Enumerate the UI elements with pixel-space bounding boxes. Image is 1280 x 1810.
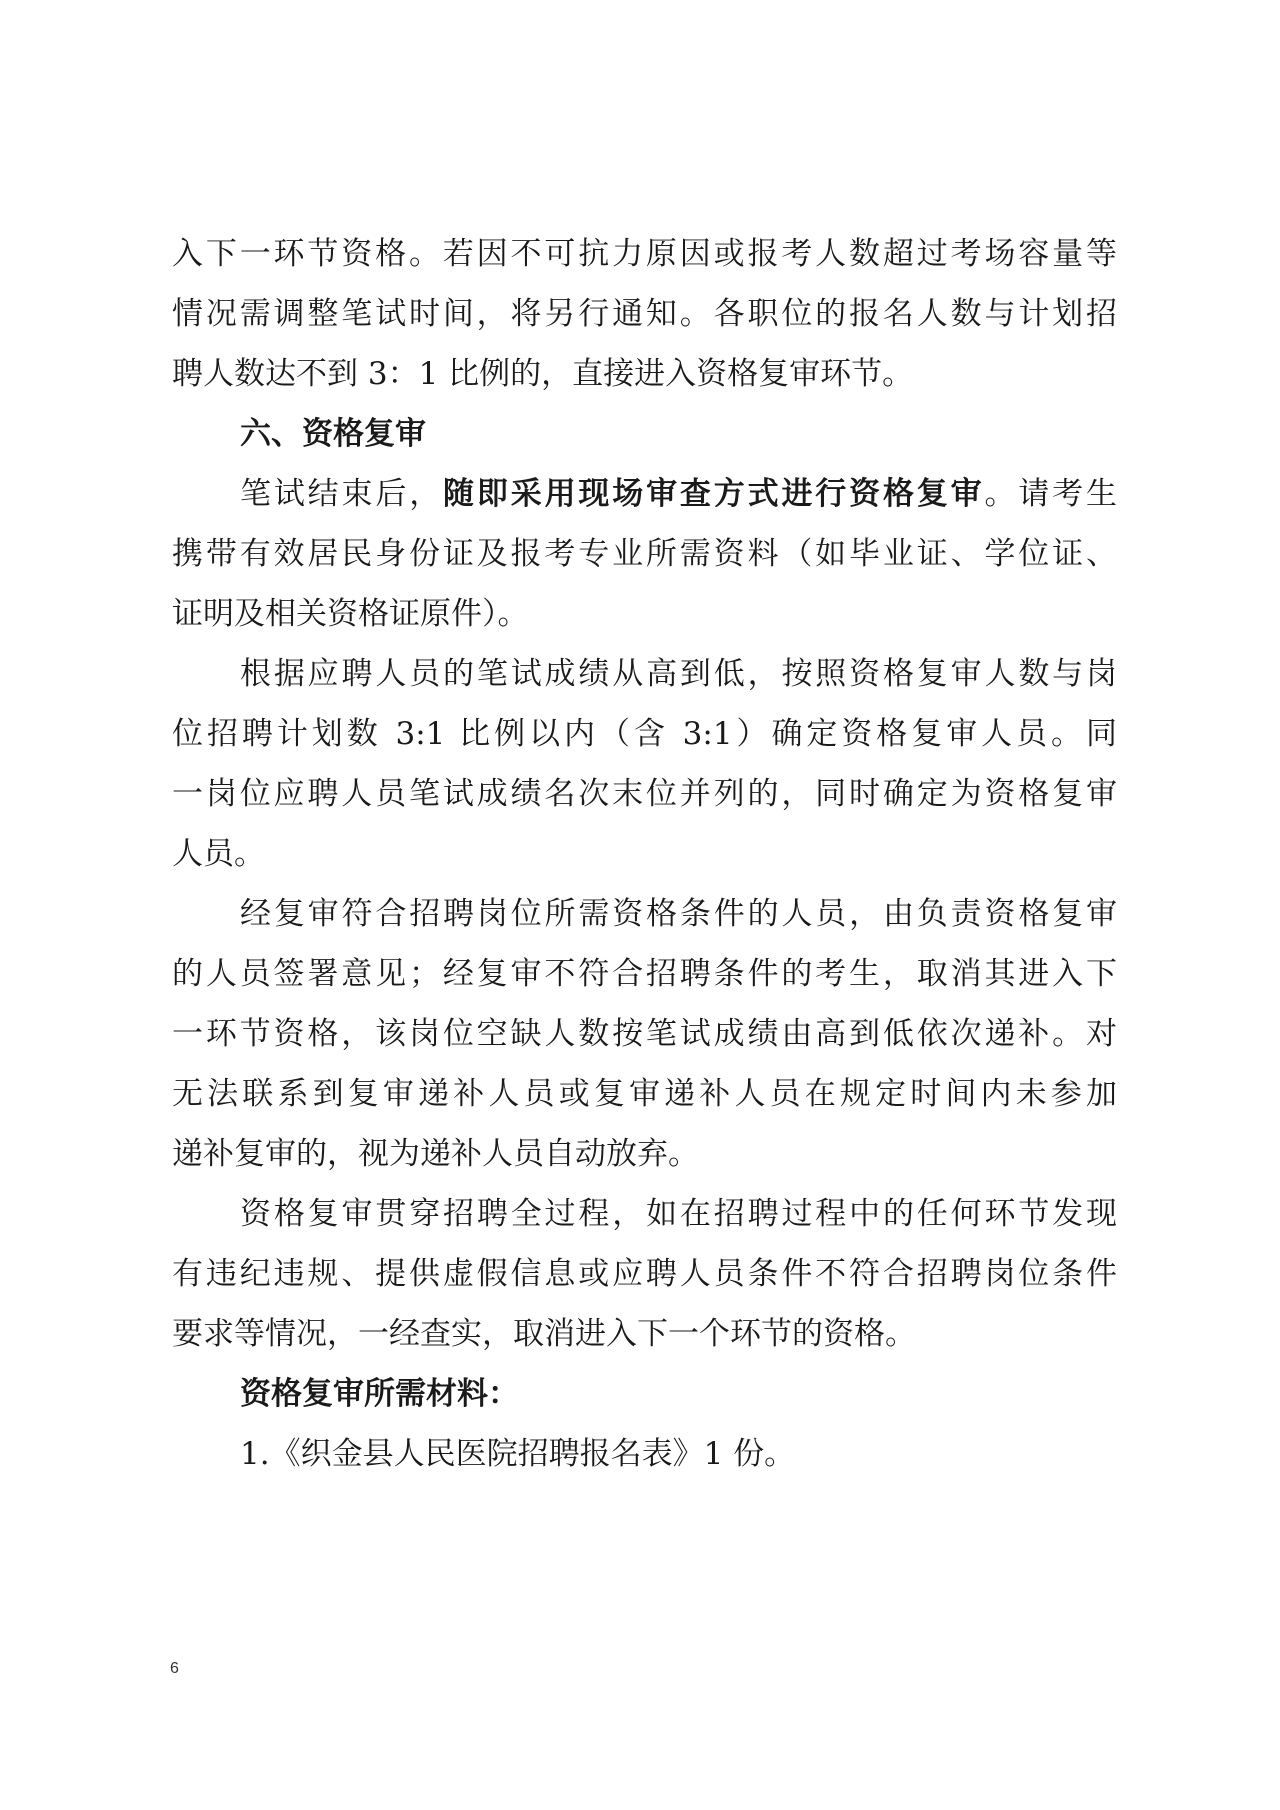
section-heading: 六、资格复审 <box>240 416 426 452</box>
body-line: 携带有效居民身份证及报考专业所需资料（如毕业证、学位证、 <box>172 536 1117 572</box>
body-line: 入下一环节资格。若因不可抗力原因或报考人数超过考场容量等 <box>172 236 1117 272</box>
body-line: 一岗位应聘人员笔试成绩名次末位并列的，同时确定为资格复审 <box>172 776 1117 812</box>
body-text: 笔试结束后， <box>240 476 444 512</box>
body-line: 位招聘计划数 3:1 比例以内（含 3:1）确定资格复审人员。同 <box>172 716 1117 752</box>
body-line: 人员。 <box>172 836 265 872</box>
body-line: 聘人数达不到 3：1 比例的，直接进入资格复审环节。 <box>172 356 914 392</box>
body-line: 根据应聘人员的笔试成绩从高到低，按照资格复审人数与岗 <box>240 656 1117 692</box>
subsection-heading: 资格复审所需材料： <box>240 1376 519 1412</box>
body-line <box>240 473 1117 515</box>
body-line: 的人员签署意见；经复审不符合招聘条件的考生，取消其进入下 <box>172 956 1117 992</box>
body-line: 证明及相关资格证原件）。 <box>172 596 529 632</box>
page-number: 6 <box>170 1660 179 1677</box>
body-line: 有违纪违规、提供虚假信息或应聘人员条件不符合招聘岗位条件 <box>172 1256 1117 1292</box>
body-line: 情况需调整笔试时间，将另行通知。各职位的报名人数与计划招 <box>172 296 1117 332</box>
body-line: 资格复审贯穿招聘全过程，如在招聘过程中的任何环节发现 <box>240 1196 1117 1232</box>
body-line: 递补复审的，视为递补人员自动放弃。 <box>172 1136 699 1172</box>
body-line: 无法联系到复审递补人员或复审递补人员在规定时间内未参加 <box>172 1076 1117 1112</box>
body-line: 要求等情况，一经查实，取消进入下一个环节的资格。 <box>172 1316 916 1352</box>
body-text: 。请考生 <box>984 476 1117 512</box>
body-line: 经复审符合招聘岗位所需资格条件的人员，由负责资格复审 <box>240 896 1117 932</box>
list-item: 1.《织金县人民医院招聘报名表》1 份。 <box>240 1436 796 1472</box>
emphasis-text: 随即采用现场审查方式进行资格复审 <box>443 476 985 512</box>
body-line: 一环节资格，该岗位空缺人数按笔试成绩由高到低依次递补。对 <box>172 1016 1117 1052</box>
